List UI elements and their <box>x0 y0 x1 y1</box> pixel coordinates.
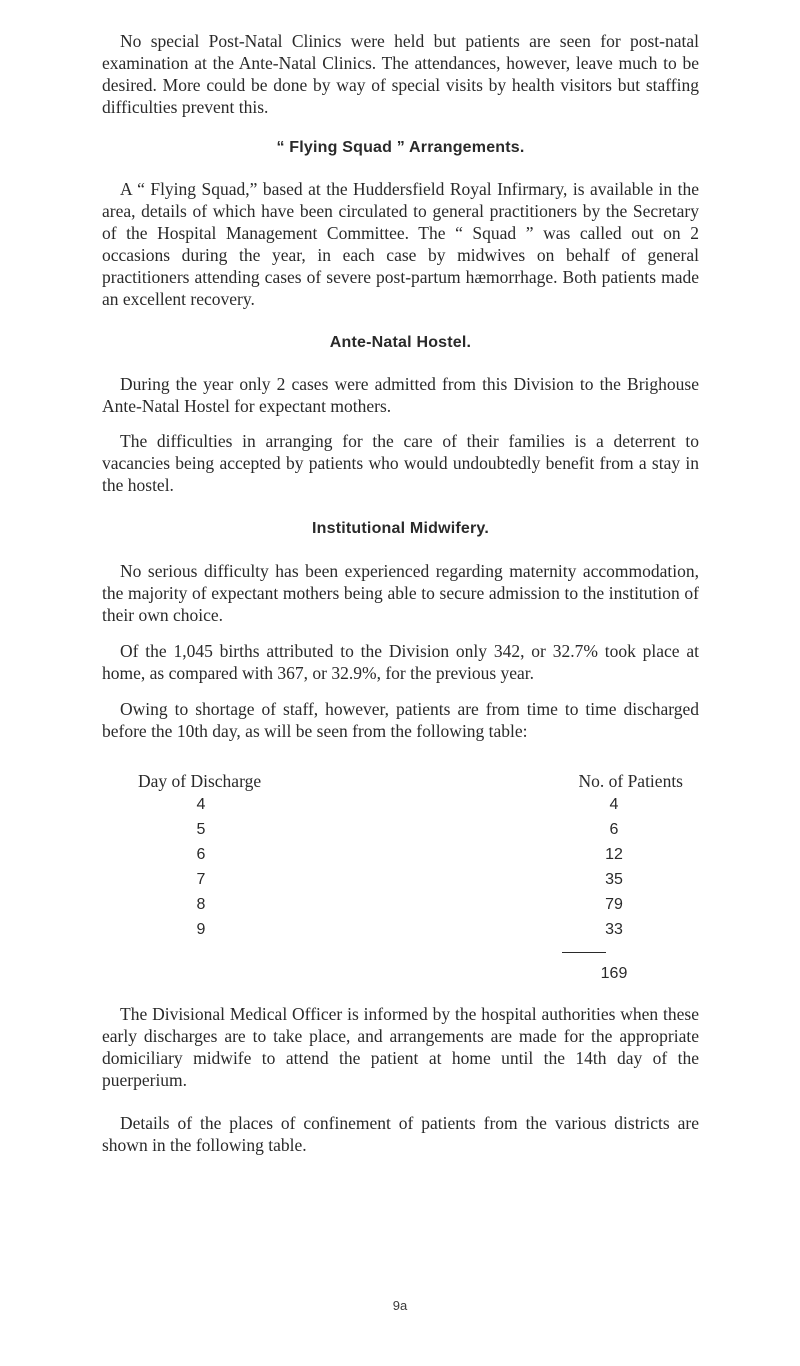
day-cell: 5 <box>196 820 206 838</box>
heading-ante-natal-hostel: Ante-Natal Hostel. <box>329 334 472 351</box>
patients-cell: 6 <box>609 820 619 838</box>
patients-cell: 35 <box>605 870 623 888</box>
heading-institutional-midwifery: Institutional Midwifery. <box>312 520 489 537</box>
table-row <box>102 917 699 942</box>
table-row <box>102 842 699 867</box>
paragraph-flying-squad: A “ Flying Squad,” based at the Huddersfield Royal Infirmary, is available in the area, details of which have been circulated to general practitioners by the Secretary of the Hospital Management Committee. The “ Squad ” was called out on 2 occasions during the year, in each case by midwives on behalf of general practitioners attending cases of severe post-partum hæmorrhage. Both patients made an excellent recovery. <box>102 179 699 309</box>
day-cell: 6 <box>196 845 206 863</box>
patients-cell: 12 <box>605 845 623 863</box>
paragraph-places-of-confinement: Details of the places of confinement of patients from the various districts are shown in the following table. <box>102 1113 699 1155</box>
discharge-table-header <box>102 770 699 792</box>
column-header-day: Day of Discharge <box>138 771 262 791</box>
heading-flying-squad: “ Flying Squad ” Arrangements. <box>276 139 525 156</box>
paragraph-divisional-officer: The Divisional Medical Officer is informed by the hospital authorities when these early discharges are to take place, and arrangements are made for the appropriate domiciliary midwife to attend the patient at home until the 14th day of the puerperium. <box>102 1004 699 1090</box>
patients-cell: 33 <box>605 920 623 938</box>
paragraph-hostel-difficulties: The difficulties in arranging for the care of their families is a deterrent to vacancies being accepted by patients who would undoubtedly benefit from a stay in the hostel. <box>102 431 699 495</box>
day-cell: 7 <box>196 870 206 888</box>
table-row <box>102 892 699 917</box>
table-row <box>102 817 699 842</box>
patients-cell: 4 <box>609 795 619 813</box>
day-cell: 8 <box>196 895 206 913</box>
day-cell: 9 <box>196 920 206 938</box>
paragraph-post-natal: No special Post-Natal Clinics were held but patients are seen for post-natal examination at the Ante-Natal Clinics. The attendances, however, leave much to be desired. More could be done by way of special visits by health visitors but staffing difficulties prevent this. <box>102 31 699 117</box>
table-row <box>102 867 699 892</box>
paragraph-maternity-accommodation: No serious difficulty has been experienced regarding maternity accommodation, the majority of expectant mothers being able to secure admission to the institution of their own choice. <box>102 561 699 625</box>
page-number: 9a <box>392 1298 408 1313</box>
day-cell: 4 <box>196 795 206 813</box>
paragraph-births-statistics: Of the 1,045 births attributed to the Division only 342, or 32.7% took place at home, as compared with 367, or 32.9%, for the previous year. <box>102 641 699 683</box>
column-header-patients: No. of Patients <box>578 771 683 791</box>
total-patients-cell: 169 <box>600 965 628 982</box>
document-page <box>102 30 699 1156</box>
paragraph-hostel-admissions: During the year only 2 cases were admitted from this Division to the Brighouse Ante-Natal Hostel for expectant mothers. <box>102 374 699 416</box>
paragraph-early-discharge: Owing to shortage of staff, however, patients are from time to time discharged before the 10th day, as will be seen from the following table: <box>102 699 699 741</box>
total-rule <box>562 952 606 953</box>
discharge-table <box>102 770 699 983</box>
patients-cell: 79 <box>605 895 623 913</box>
total-row <box>102 965 699 983</box>
table-row <box>102 792 699 817</box>
